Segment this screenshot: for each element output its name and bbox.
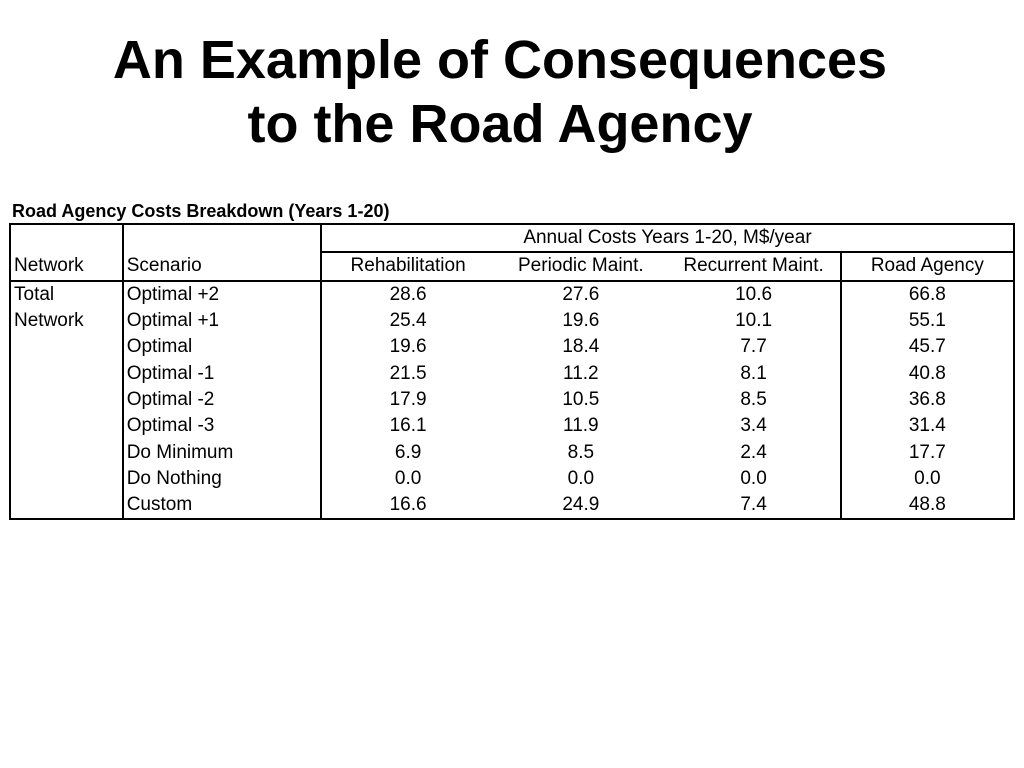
table-row <box>10 466 1014 492</box>
column-header-row <box>10 252 1014 280</box>
cell-agency: 48.8 <box>841 492 1014 519</box>
cell-agency: 40.8 <box>841 360 1014 386</box>
cell-scenario: Optimal -1 <box>123 360 321 386</box>
cell-rehabilitation: 6.9 <box>394 441 422 463</box>
table-row <box>10 334 1014 360</box>
cost-breakdown-table <box>9 223 1015 520</box>
cell-network <box>10 466 123 492</box>
header-scenario: Scenario <box>123 252 321 280</box>
cell-agency: 55.1 <box>841 308 1014 334</box>
cell-periodic: 0.0 <box>567 467 595 489</box>
header-periodic-maint: Periodic Maint. <box>494 252 667 280</box>
slide-title <box>0 28 1000 156</box>
slide-title-line-1: An Example of Consequences <box>112 30 888 90</box>
table-row <box>10 492 1014 519</box>
cell-recurrent: 0.0 <box>667 466 840 492</box>
cell-recurrent: 10.6 <box>667 281 840 308</box>
empty-header-cell-scenario <box>123 224 321 252</box>
table-row <box>10 281 1014 308</box>
cell-periodic: 8.5 <box>567 441 595 463</box>
cell-network <box>10 492 123 519</box>
cell-scenario: Do Nothing <box>123 466 321 492</box>
cell-periodic: 11.2 <box>563 362 599 384</box>
annual-costs-group-header: Annual Costs Years 1-20, M$/year <box>321 224 1014 252</box>
cell-agency: 31.4 <box>841 413 1014 439</box>
cell-scenario: Do Minimum <box>123 439 321 465</box>
table-row <box>10 413 1014 439</box>
cell-scenario: Optimal -3 <box>123 413 321 439</box>
cell-network <box>10 439 123 465</box>
cell-recurrent: 8.5 <box>667 387 840 413</box>
cell-network <box>10 360 123 386</box>
cell-rehabilitation: 0.0 <box>394 467 422 489</box>
cell-scenario: Optimal +1 <box>123 308 321 334</box>
cell-rehabilitation: 25.4 <box>389 310 427 332</box>
group-header-row <box>10 224 1014 252</box>
cell-periodic: 10.5 <box>562 388 600 410</box>
cell-agency: 66.8 <box>841 281 1014 308</box>
cell-recurrent: 3.4 <box>667 413 840 439</box>
cell-periodic: 24.9 <box>494 492 667 519</box>
cell-rehabilitation: 16.6 <box>321 492 494 519</box>
cell-agency: 17.7 <box>841 439 1014 465</box>
cell-periodic: 18.4 <box>562 336 600 358</box>
cell-periodic: 27.6 <box>562 283 600 305</box>
cell-periodic: 19.6 <box>562 310 600 332</box>
header-network: Network <box>10 252 123 280</box>
cell-scenario: Custom <box>123 492 321 519</box>
cell-network: Network <box>10 308 123 334</box>
cell-agency: 36.8 <box>841 387 1014 413</box>
cell-rehabilitation: 21.5 <box>389 362 427 384</box>
header-recurrent-maint: Recurrent Maint. <box>667 252 840 280</box>
cell-recurrent: 7.4 <box>667 492 840 519</box>
cell-network <box>10 334 123 360</box>
cell-periodic: 11.9 <box>563 415 599 437</box>
slide-title-line-2: to the Road Agency <box>247 94 753 154</box>
cell-network: Total <box>10 281 123 308</box>
header-rehabilitation: Rehabilitation <box>321 252 494 280</box>
cell-agency: 0.0 <box>841 466 1014 492</box>
cell-recurrent: 7.7 <box>667 334 840 360</box>
cell-network <box>10 387 123 413</box>
table-row <box>10 387 1014 413</box>
cell-network <box>10 413 123 439</box>
cell-rehabilitation: 19.6 <box>389 336 427 358</box>
table-row <box>10 360 1014 386</box>
cell-scenario: Optimal +2 <box>123 281 321 308</box>
cell-agency: 45.7 <box>841 334 1014 360</box>
cell-rehabilitation: 17.9 <box>389 388 427 410</box>
cell-scenario: Optimal <box>123 334 321 360</box>
empty-header-cell-network <box>10 224 123 252</box>
cell-rehabilitation: 28.6 <box>389 283 427 305</box>
table-row <box>10 308 1014 334</box>
cell-rehabilitation: 16.1 <box>389 415 427 437</box>
cell-recurrent: 8.1 <box>667 360 840 386</box>
cell-recurrent: 10.1 <box>667 308 840 334</box>
table-row <box>10 439 1014 465</box>
cell-scenario: Optimal -2 <box>123 387 321 413</box>
cell-recurrent: 2.4 <box>667 439 840 465</box>
header-road-agency: Road Agency <box>841 252 1014 280</box>
table-caption: Road Agency Costs Breakdown (Years 1-20) <box>12 201 390 221</box>
